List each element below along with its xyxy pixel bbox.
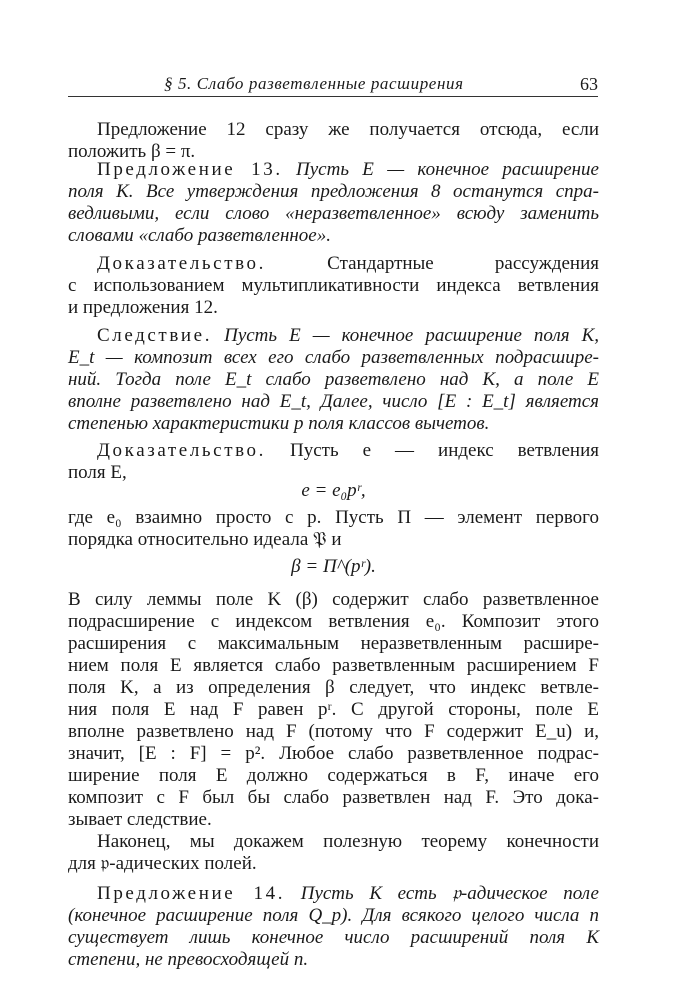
text-line: степени, не превосходящей n. — [68, 949, 309, 970]
text-line: композит с F был бы слабо разветвлен над F. Это дока- — [68, 787, 599, 808]
proof-line — [97, 440, 599, 462]
text-line: (конечное расширение поля Q_p). Для всякого целого числа n — [68, 905, 599, 926]
text-line: расширения с максимальным неразветвленным расшире- — [68, 633, 599, 654]
text-line: ведливыми, если слово «неразветвленное» всюду заменить — [68, 203, 599, 224]
text-line: вполне разветвлено над F (потому что F содержит E_u) и, — [68, 721, 599, 742]
text-line: ширение поля E должно содержаться в F, иначе его — [68, 765, 599, 786]
text-line: где e₀ взаимно просто с p. Пусть Π — элемент первого — [68, 507, 599, 528]
formula: β = Π^(pʳ). — [291, 556, 376, 577]
text-line: значит, [E : F] = p². Любое слабо разветвленное подрас- — [68, 743, 599, 764]
text-line: для 𝔭-адических полей. — [68, 853, 257, 874]
page-header — [68, 74, 598, 97]
proposition-heading: Предложение 14. — [97, 883, 286, 904]
corollary-line — [97, 325, 599, 347]
proof-heading: Доказательство. — [97, 440, 266, 461]
text-line: нием поля E является слабо разветвленным расширением F — [68, 655, 599, 676]
text-line: подрасширение с индексом ветвления e₀. Композит этого — [68, 611, 599, 632]
corollary-heading: Следствие. — [97, 325, 213, 346]
text-line: словами «слабо разветвленное». — [68, 225, 331, 246]
proposition-14-line — [97, 883, 599, 905]
text-line: степенью характеристики p поля классов вычетов. — [68, 413, 490, 434]
proposition-text: Пусть K есть 𝔭-адическое поле — [300, 883, 599, 904]
proposition-text: Пусть E — конечное расширение — [296, 159, 599, 180]
proposition-heading: Предложение 13. — [97, 159, 283, 180]
text-line: Наконец, мы докажем полезную теорему конечности — [97, 831, 599, 852]
text-line: положить β = π. — [68, 141, 196, 162]
text-line: поля K, а из определения β следует, что индекс ветвле- — [68, 677, 599, 698]
text-line: вполне разветвлено над E_t, Далее, число [E : E_t] является — [68, 391, 599, 412]
proof-line — [97, 253, 599, 275]
text-line: поля E, — [68, 462, 127, 483]
text-line: зывает следствие. — [68, 809, 212, 830]
running-title: § 5. Слабо разветвленные расширения — [164, 74, 464, 93]
text-line: порядка относительно идеала 𝔓 и — [68, 529, 342, 550]
corollary-text: Пусть E — конечное расширение поля K, — [224, 325, 599, 346]
text-line: E_t — композит всех его слабо разветвленных подрасшире- — [68, 347, 599, 368]
proof-text: Стандартные рассуждения — [327, 253, 599, 274]
text-line: и предложения 12. — [68, 297, 218, 318]
proof-text: Пусть e — индекс ветвления — [290, 440, 599, 461]
text-line: существует лишь конечное число расширений поля K — [68, 927, 599, 948]
text-line: В силу леммы поле K (β) содержит слабо разветвленное — [68, 589, 599, 610]
text-line: Предложение 12 сразу же получается отсюда, если — [97, 119, 599, 140]
text-line: с использованием мультипликативности индекса ветвления — [68, 275, 599, 296]
page-number: 63 — [580, 74, 598, 94]
proof-heading: Доказательство. — [97, 253, 266, 274]
text-line: ния поля E над F равен pʳ. С другой стороны, поле E — [68, 699, 599, 720]
proposition-13-line — [97, 159, 599, 181]
formula: e = e₀pʳ, — [301, 480, 366, 501]
text-line: поля K. Все утверждения предложения 8 останутся спра- — [68, 181, 599, 202]
text-line: ний. Тогда поле E_t слабо разветвлено над K, а поле E — [68, 369, 599, 390]
